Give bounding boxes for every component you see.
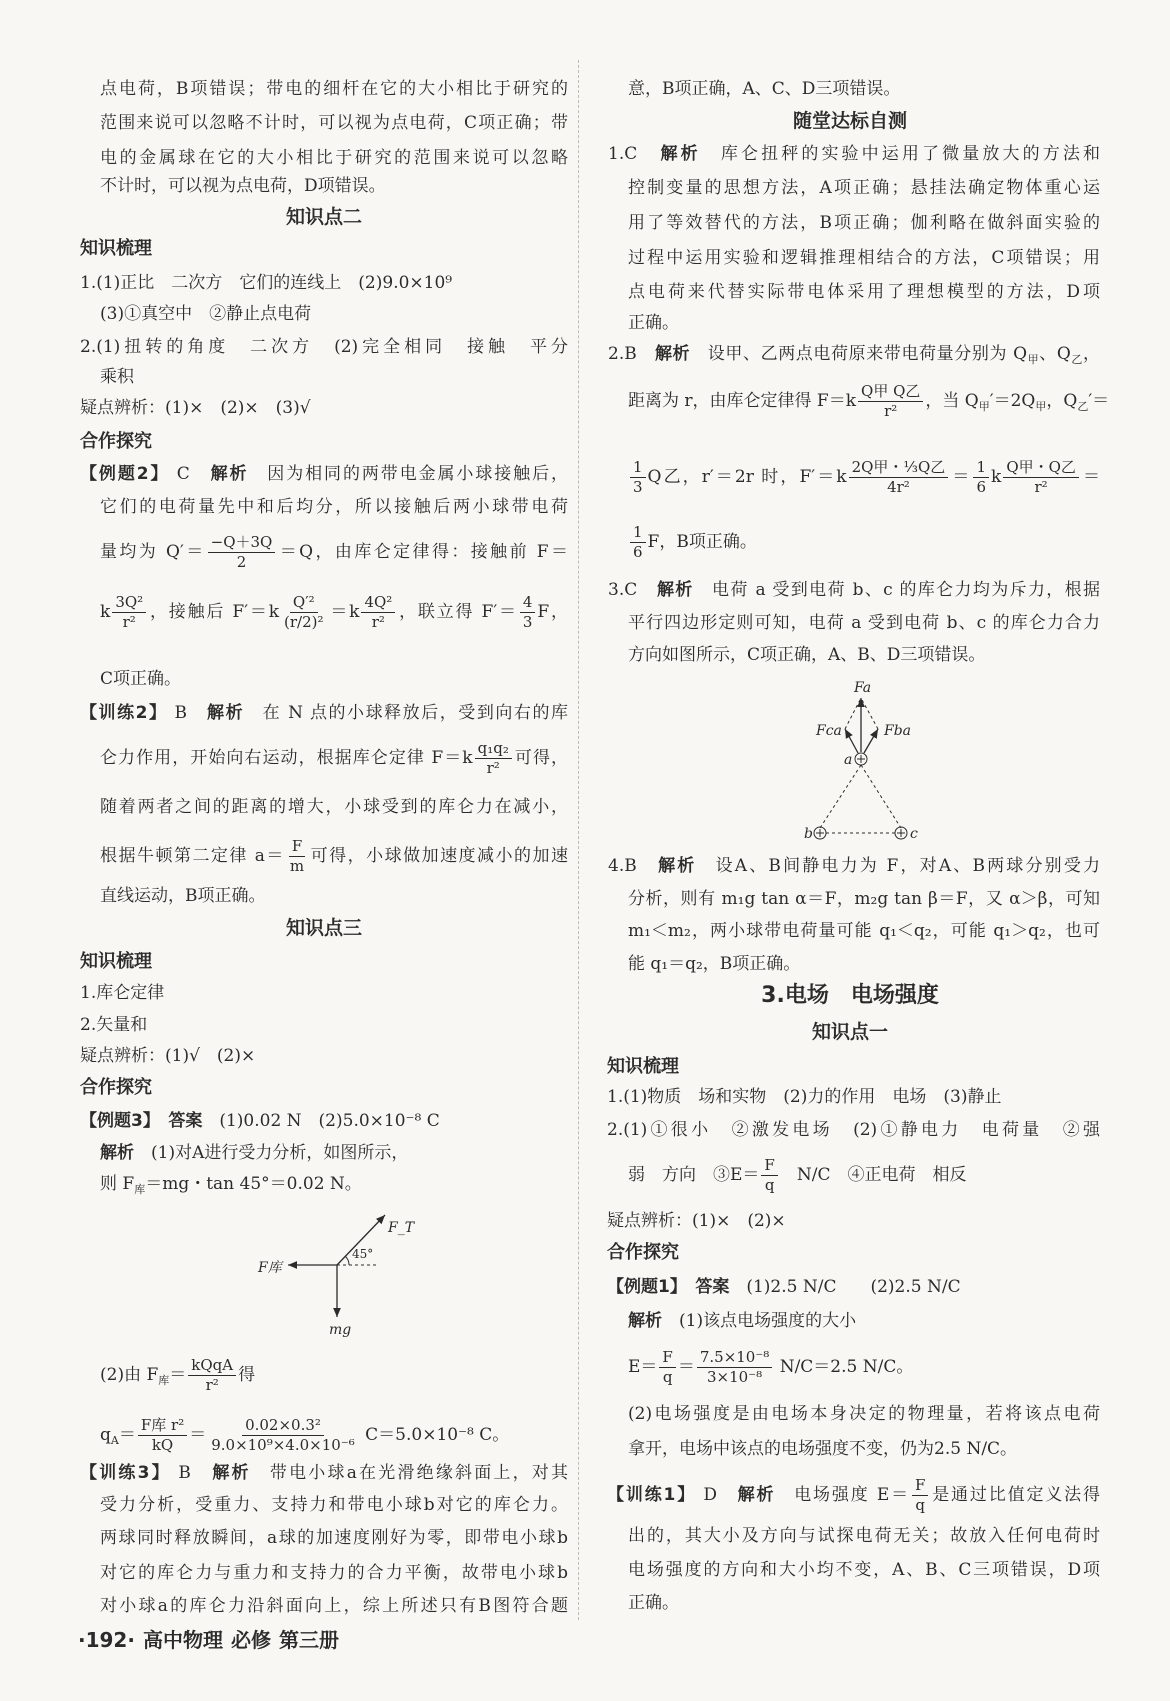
text-run: ，当 Q (925, 391, 979, 411)
text-run: ＝ (118, 1425, 136, 1445)
text-run: 3.电场 电场强度 (761, 983, 939, 1008)
text-run: 4.B (608, 856, 659, 876)
bold-label: 【训练3】 (80, 1463, 171, 1483)
text-run: k (991, 467, 1002, 487)
fraction-numerator: 3Q² (112, 593, 146, 613)
text-run: B (167, 703, 208, 723)
subscript: 库 (158, 1374, 170, 1387)
subscript: 甲 (1035, 400, 1047, 413)
fraction-numerator: F库 r² (138, 1416, 187, 1436)
text-run: 平行四边形定则可知，电荷 a 受到电荷 b、c 的库仑力合力 (628, 613, 1100, 633)
text-run: ，联立得 F′＝ (397, 602, 518, 622)
fraction-denominator: (r/2)² (284, 613, 324, 631)
text-run: 点电荷，B项错误；带电的细杆在它的大小相比于研究的 (100, 79, 568, 99)
force-ba-arrow (864, 729, 878, 753)
bold-label: 解析 (654, 344, 691, 364)
fraction-numerator: 4Q² (361, 593, 395, 613)
text-run: 电荷 a 受到电荷 b、c 的库仑力均为斥力，根据 (693, 580, 1101, 600)
text-run: 在 N 点的小球释放后，受到向右的库 (244, 703, 568, 723)
text-run: 范围来说可以忽略不计时，可以视为点电荷，C项正确；带 (100, 113, 568, 133)
fraction-numerator: kQqA (188, 1356, 236, 1376)
text-run: (1)该点电场强度的大小 (662, 1311, 857, 1331)
text-run: B (170, 1463, 213, 1483)
label-c: c (910, 826, 918, 842)
bold-label: 解析 (628, 1311, 662, 1331)
fraction-denominator: r² (371, 613, 385, 631)
text-run: 带电小球a在光滑绝缘斜面上，对其 (250, 1463, 568, 1483)
fraction-denominator: 2 (236, 553, 247, 571)
text-run: ＝ (677, 1357, 695, 1377)
text-run: 仑力作用，开始向右运动，根据库仑定律 F＝k (100, 748, 473, 768)
text-run: 过程中运用实验和逻辑推理相结合的方法，C项错误；用 (628, 248, 1100, 268)
subscript: 乙 (1070, 353, 1084, 366)
bold-label: 【例题3】 (80, 1111, 152, 1131)
subscript: 乙 (1077, 400, 1089, 413)
label-b: b (804, 826, 813, 842)
text-run: ，Q (1046, 391, 1078, 411)
text-run: (2)电场强度是由电场本身决定的物理量，若将该点电荷 (628, 1404, 1100, 1424)
text-run: 意，B项正确，A、C、D三项错误。 (628, 79, 901, 99)
text-run: 拿开，电场中该点的电场强度不变，仍为2.5 N/C。 (628, 1439, 1018, 1459)
fraction-denominator: q (662, 1368, 673, 1386)
text-run: 电的金属球在它的大小相比于研究的范围来说可以忽略 (100, 148, 568, 168)
bold-label: 答案 (695, 1277, 730, 1297)
bold-label: 解析 (660, 144, 701, 164)
text-run: F，B项正确。 (647, 532, 757, 552)
text-run: 2.B (608, 344, 655, 364)
text-run: 正确。 (628, 1593, 679, 1613)
charge-c (895, 827, 907, 839)
text-run: 直线运动，B项正确。 (100, 886, 266, 906)
text-run: ′＝2Q (989, 391, 1036, 411)
subscript: 甲 (1027, 353, 1040, 366)
text-run: 知识点一 (811, 1021, 888, 1043)
text-run: ＝ (169, 1365, 187, 1385)
text-run: k (100, 602, 111, 622)
fraction-numerator: q₁q₂ (475, 739, 512, 759)
text-run: 知识梳理 (80, 238, 152, 259)
text-run: 对它的库仑力与重力和支持力的合力平衡，故带电小球b (100, 1563, 568, 1583)
text-run: C项正确。 (100, 669, 182, 689)
fraction-numerator: F (912, 1476, 928, 1496)
text-run: Q乙，r′＝2r 时，F′＝k (647, 467, 847, 487)
text-run: 知识点二 (285, 206, 362, 228)
bold-label: 解析 (207, 703, 245, 723)
fraction-denominator: 6 (976, 478, 986, 496)
text-run: 能 q₁＝q₂，B项正确。 (628, 954, 801, 974)
fraction-denominator: r² (486, 759, 500, 777)
triangle-edge (861, 765, 901, 828)
subscript: A (110, 1434, 119, 1447)
fraction-numerator: F (289, 837, 305, 857)
fraction-denominator: q (764, 1176, 775, 1194)
book-title: 高中物理 (142, 1628, 223, 1652)
fraction-numerator: Q甲・Q乙 (1003, 458, 1079, 478)
text-run: 控制变量的思想方法，A项正确；悬挂法确定物体重心运 (628, 178, 1100, 198)
text-run: 合作探究 (80, 1077, 152, 1098)
bold-label: 解析 (737, 1485, 776, 1505)
text-run: 疑点辨析：(1)√ (2)× (80, 1046, 256, 1066)
text-run: m₁＜m₂，两小球带电荷量可能 q₁＜q₂，可能 q₁＞q₂，也可 (628, 921, 1100, 941)
subscript: 库 (134, 1183, 146, 1196)
text-run: (1)对A进行受力分析，如图所示， (134, 1143, 409, 1163)
text-run: 库仑扭秤的实验中运用了微量放大的方法和 (700, 144, 1101, 164)
text-run: (3)①真空中 ②静止点电荷 (100, 304, 312, 324)
force-ca-label: Fca (816, 723, 842, 739)
text-run: 用了等效替代的方法，B项正确；伽利略在做斜面实验的 (628, 213, 1100, 233)
fraction-numerator: 0.02×0.3² (242, 1416, 324, 1436)
fraction-numerator: 2Q甲・⅓Q乙 (849, 458, 949, 478)
fraction-numerator: F (659, 1348, 675, 1368)
coulomb-force-label: F库 (258, 1260, 282, 1276)
fraction-denominator: m (289, 857, 305, 875)
text-run: 设甲、乙两点电荷原来带电荷量分别为 Q (690, 344, 1028, 364)
text-run: 3.C (608, 580, 657, 600)
fraction-numerator: 1 (630, 458, 646, 478)
text-run: 量均为 Q′＝ (100, 542, 206, 562)
text-run: 是通过比值定义法得 (930, 1485, 1100, 1505)
page-footer (78, 1628, 347, 1652)
bold-label: 【训练1】 (607, 1485, 697, 1505)
text-run: 对小球a的库仑力沿斜面向上，综上所述只有B图符合题 (100, 1596, 568, 1616)
text-run: C (169, 464, 211, 484)
angle-arc (345, 1256, 349, 1265)
subscript: 甲 (978, 400, 990, 413)
text-run: 距离为 r，由库仑定律得 F＝k (628, 391, 857, 411)
bold-label: 解析 (100, 1143, 134, 1163)
text-run: q (100, 1425, 111, 1445)
fraction-numerator: 1 (973, 458, 989, 478)
fraction-numerator: 7.5×10⁻⁸ (697, 1348, 772, 1368)
force-ba-label: Fba (884, 723, 912, 739)
force-diagram (257, 1215, 416, 1338)
bold-label: 【例题1】 (607, 1277, 679, 1297)
fraction-denominator: r² (884, 402, 898, 420)
charge-a (855, 753, 867, 765)
text-run: C＝5.0×10⁻⁸ C。 (359, 1425, 510, 1445)
text-run: (2)由 F (100, 1365, 159, 1385)
fraction-numerator: 1 (630, 523, 646, 543)
charge-b (814, 827, 826, 839)
text-run: 正确。 (628, 313, 679, 333)
fraction-denominator: r² (122, 613, 136, 631)
text-run: D (696, 1485, 738, 1505)
fraction-numerator: Q′² (290, 593, 318, 613)
text-run: E＝ (628, 1357, 658, 1377)
text-run: 知识梳理 (607, 1056, 679, 1077)
text-run: 乘积 (100, 367, 134, 387)
text-run: 疑点辨析：(1)× (2)× (607, 1211, 786, 1231)
text-run: ＝Q，由库仑定律得：接触前 F＝ (277, 542, 568, 562)
fraction-denominator: 3×10⁻⁸ (707, 1368, 763, 1386)
text-run: ＝ (950, 467, 972, 487)
text-run: ， (1083, 344, 1101, 364)
triangle-edge (820, 765, 861, 828)
text-run: ＝ (1080, 467, 1101, 487)
text-run: ，接触后 F′＝k (148, 602, 280, 622)
fraction-denominator: 9.0×10⁹×4.0×10⁻⁶ (211, 1436, 355, 1454)
force-ca-arrow (845, 729, 858, 753)
text-run: 随堂达标自测 (792, 110, 907, 132)
text-run: 1.库仑定律 (80, 983, 165, 1003)
fraction-denominator: 6 (633, 543, 643, 561)
parallelogram-edge (861, 698, 878, 729)
fraction-numerator: −Q＋3Q (208, 533, 276, 553)
bold-label: 【例题2】 (80, 464, 170, 484)
text-run: 电场强度的方向和大小均不变，A、B、C三项错误，D项 (628, 1560, 1100, 1580)
text-run: 不计时，可以视为点电荷，D项错误。 (100, 176, 386, 196)
text-run: 合作探究 (80, 431, 152, 452)
text-run: 设A、B间静电力为 F，对A、B两球分别受力 (696, 856, 1100, 876)
text-run: 得 (238, 1365, 256, 1385)
text-run: N/C＝2.5 N/C。 (774, 1357, 914, 1377)
text-run: 两球同时释放瞬间，a球的加速度刚好为零，即带电小球b (100, 1528, 568, 1548)
text-run: 分析，则有 m₁g tan α＝F，m₂g tan β＝F，又 α＞β，可知 (628, 889, 1100, 909)
text-run: ＝mg・tan 45°＝0.02 N。 (145, 1174, 362, 1194)
text-run: 可得， (513, 748, 569, 768)
text-run: ′＝ (1088, 391, 1110, 411)
label-a: a (844, 752, 853, 768)
text-run: 1.C (608, 144, 661, 164)
fraction-denominator: r² (1034, 478, 1048, 496)
text-run: 知识点三 (285, 917, 362, 939)
angle-label: 45° (352, 1247, 374, 1261)
bold-label: 解析 (210, 464, 249, 484)
text-run: 方向如图所示，C项正确，A、B、D三项错误。 (628, 645, 986, 665)
text-run: (1)0.02 N (2)5.0×10⁻⁸ C (202, 1111, 440, 1131)
text-run: ＝ (189, 1425, 207, 1445)
text-run: 点电荷来代替实际带电体采用了理想模型的方法，D项 (628, 282, 1100, 302)
text-run: 根据牛顿第二定律 a＝ (100, 846, 285, 866)
text-run: 1.(1)正比 二次方 它们的连线上 (2)9.0×10⁹ (80, 273, 453, 293)
text-run: 弱 方向 ③E＝ (628, 1165, 760, 1185)
text-run: (1)2.5 N/C (2)2.5 N/C (729, 1277, 961, 1297)
book-volume: 必修 (230, 1628, 271, 1652)
fraction-numerator: F (761, 1156, 777, 1176)
text-run: 因为相同的两带电金属小球接触后， (248, 464, 568, 484)
fraction-denominator: kQ (151, 1436, 174, 1454)
fraction-denominator: 3 (633, 478, 643, 496)
text-run: 电场强度 E＝ (775, 1485, 910, 1505)
text-run: 知识梳理 (80, 951, 152, 972)
fraction-denominator: 3 (522, 613, 533, 631)
text-run: 2.(1)①很小 ②激发电场 (2)①静电力 电荷量 ②强 (607, 1120, 1100, 1140)
bold-label: 答案 (168, 1111, 203, 1131)
text-run: 2.(1)扭转的角度 二次方 (2)完全相同 接触 平分 (80, 337, 568, 357)
fraction-denominator: r² (205, 1376, 219, 1394)
fraction-numerator: 4 (520, 593, 536, 613)
text-run: 1.(1)物质 场和实物 (2)力的作用 电场 (3)静止 (607, 1087, 1002, 1107)
text-run: 随着两者之间的距离的增大，小球受到的库仑力在减小， (100, 797, 568, 817)
text-run: F， (537, 602, 568, 622)
resultant-force-label: Fa (854, 680, 872, 696)
text-run: 出的，其大小及方向与试探电荷无关；故放入任何电荷时 (628, 1526, 1100, 1546)
bold-label: 解析 (658, 856, 697, 876)
gravity-label: mg (329, 1322, 352, 1338)
text-run: 合作探究 (607, 1242, 679, 1263)
charge-diagram (804, 680, 918, 842)
text-run: 可得，小球做加速度减小的加速 (309, 846, 568, 866)
book-part: 第三册 (278, 1628, 339, 1652)
parallelogram-edge (845, 698, 861, 729)
text-run: 疑点辨析：(1)× (2)× (3)√ (80, 398, 311, 418)
bold-label: 解析 (212, 1463, 251, 1483)
text-run: 受力分析，受重力、支持力和带电小球b对它的库仑力。 (100, 1495, 568, 1515)
bold-label: 【训练2】 (80, 703, 168, 723)
text-run: 、Q (1039, 344, 1071, 364)
text-run: ＝k (328, 602, 360, 622)
bold-label: 解析 (656, 580, 694, 600)
text-run: 2.矢量和 (80, 1015, 148, 1035)
tension-label: F_T (388, 1220, 415, 1236)
page-number: ·192· (78, 1628, 135, 1652)
text-run: 则 F (100, 1174, 135, 1194)
fraction-numerator: Q甲 Q乙 (858, 382, 923, 402)
fraction-denominator: 4r² (887, 478, 910, 496)
fraction-denominator: q (915, 1496, 925, 1514)
text-run: 它们的电荷量先中和后均分，所以接触后两小球带电荷 (100, 497, 568, 517)
text-run: N/C ④正电荷 相反 (779, 1165, 967, 1185)
